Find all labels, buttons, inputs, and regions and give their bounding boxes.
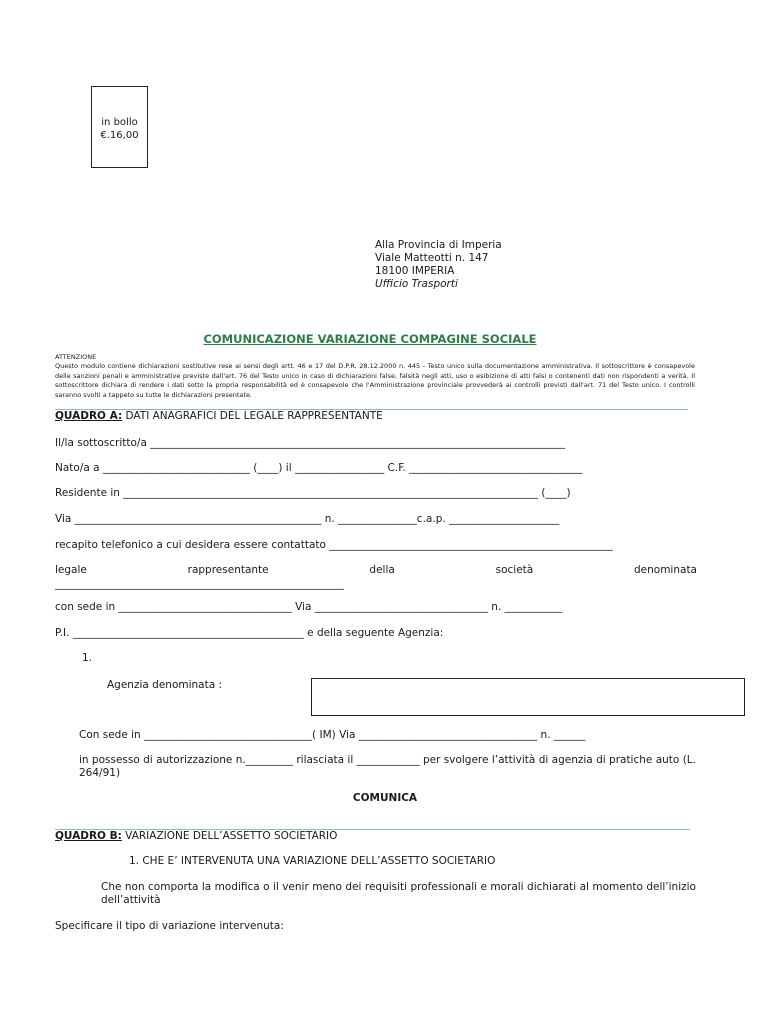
legal-word-1: legale	[55, 564, 87, 576]
quadro-a-heading	[55, 410, 383, 422]
legal-representative-row	[55, 564, 697, 576]
stamp-line-2: €.16,00	[100, 130, 139, 141]
attention-text: Questo modulo contiene dichiarazioni sostitutive rese ai sensi degli artt. 46 e 17 del D.P.R. 28.12.2000 n. 445 - Testo unico sulla documentazione amministrativa. Il sottoscrittore è consapevole delle sanzioni penali e amministrative previste dall'art. 76 del Testo unico in caso di dichiarazioni false, falsità negli atti, uso o esibizione di atti falsi o contenenti dati non rispondenti a verità. Il sottoscrittore dichiara di rendere i dati sotto la propria responsabilità ed è consapevole che l'Amministrazione provinciale provvederà ai controlli previsti dall'art. 71 del Testo unico. I controlli saranno svolti a tappeto su tutte le dichiarazioni presentate.	[55, 362, 695, 399]
legal-word-2: rappresentante	[187, 564, 269, 576]
legal-word-5: denominata	[634, 564, 697, 576]
recipient-line-4: Ufficio Trasporti	[375, 278, 458, 290]
quadro-b-item-1: 1. CHE E’ INTERVENUTA UNA VARIAZIONE DELL’ASSETTO SOCIETARIO	[129, 855, 496, 867]
field-partita-iva[interactable]: P.I. ____________________________________________ e della seguente Agenzia:	[55, 627, 444, 639]
field-denominata[interactable]: _______________________________________________________	[55, 578, 344, 590]
legal-word-3: della	[369, 564, 395, 576]
field-sottoscritto[interactable]: Il/la sottoscritto/a _______________________________________________________________________________	[55, 437, 565, 449]
field-via[interactable]: Via _______________________________________________ n. _______________c.a.p. _____________________	[55, 513, 560, 525]
field-autorizzazione[interactable]: in possesso di autorizzazione n._________ rilasciata il ____________ per svolgere l’attività di agenzia di pratiche auto (L. 264/91)	[79, 754, 696, 779]
agency-item-number: 1.	[82, 652, 93, 664]
recipient-line-3: 18100 IMPERIA	[375, 265, 455, 277]
comunica-heading: COMUNICA	[352, 792, 418, 804]
quadro-a-label: QUADRO A:	[55, 410, 123, 422]
quadro-b-title: VARIAZIONE DELL’ASSETTO SOCIETARIO	[121, 830, 338, 842]
attention-heading: ATTENZIONE	[55, 353, 97, 361]
field-residente[interactable]: Residente in _______________________________________________________________________________ (____)	[55, 487, 571, 499]
field-recapito[interactable]: recapito telefonico a cui desidera essere contattato ______________________________________________________	[55, 539, 613, 551]
quadro-b-label: QUADRO B:	[55, 830, 122, 842]
field-nato[interactable]: Nato/a a ____________________________ (____) il _________________ C.F. _________________________________	[55, 462, 583, 474]
stamp-line-1: in bollo	[101, 117, 138, 128]
field-con-sede[interactable]: con sede in _________________________________ Via _________________________________ n. ___________	[55, 601, 563, 613]
agency-name-input[interactable]	[311, 678, 745, 716]
specify-variation-label: Specificare il tipo di variazione intervenuta:	[55, 920, 284, 932]
stamp-box	[91, 86, 148, 168]
document-title: COMUNICAZIONE VARIAZIONE COMPAGINE SOCIALE	[203, 332, 537, 346]
field-agency-sede[interactable]: Con sede in ________________________________( IM) Via __________________________________ n. ______	[79, 729, 586, 741]
recipient-line-1: Alla Provincia di Imperia	[375, 239, 502, 251]
legal-word-4: società	[495, 564, 534, 576]
quadro-b-paragraph: Che non comporta la modifica o il venir meno dei requisiti professionali e morali dichiarati al momento dell’inizio dell’attività	[101, 881, 696, 906]
quadro-b-heading	[55, 830, 337, 842]
quadro-a-title: DATI ANAGRAFICI DEL LEGALE RAPPRESENTANTE	[122, 410, 383, 422]
recipient-line-2: Viale Matteotti n. 147	[375, 252, 489, 264]
recipient-address	[375, 239, 502, 291]
agency-name-label: Agenzia denominata :	[107, 679, 223, 691]
